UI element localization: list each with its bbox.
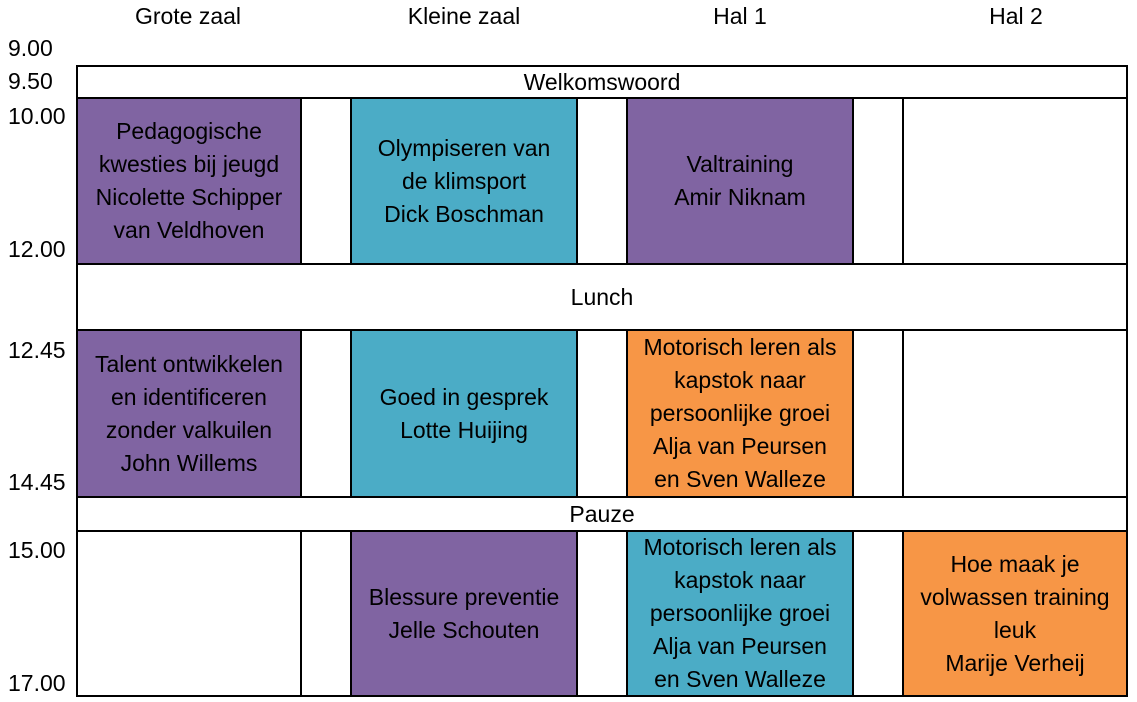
session-talent-ontwikkelen bbox=[76, 329, 302, 498]
session-text: Goed in gesprek Lotte Huijing bbox=[379, 383, 549, 443]
band-label: Pauze bbox=[569, 500, 635, 527]
band-label: Lunch bbox=[570, 283, 634, 310]
session-text: Hoe maak je volwassen training leuk Marije Verheij bbox=[920, 550, 1110, 676]
session-text: Pedagogische kwesties bij jeugd Nicolette Schipper van Veldhoven bbox=[95, 118, 283, 243]
time-label: 10.00 bbox=[8, 103, 66, 129]
session-empty-grote-zaal bbox=[76, 530, 302, 697]
session-text: Motorisch leren als kapstok naar persoonlijke groei Alja van Peursen en Sven Walleze bbox=[643, 534, 837, 692]
band-lunch bbox=[76, 265, 1128, 329]
session-valtraining bbox=[626, 97, 854, 265]
session-text: Blessure preventie Jelle Schouten bbox=[368, 583, 560, 643]
session-olympiseren-klimsport bbox=[350, 97, 578, 265]
session-motorisch-leren bbox=[626, 530, 854, 697]
time-label: 15.00 bbox=[8, 537, 66, 563]
session-text: Talent ontwikkelen en identificeren zonder valkuilen John Willems bbox=[95, 350, 283, 476]
time-label: 12.00 bbox=[8, 236, 66, 262]
session-blessure-preventie bbox=[350, 530, 578, 697]
time-label: 9.00 bbox=[8, 35, 53, 61]
session-goed-in-gesprek bbox=[350, 329, 578, 498]
time-label: 9.50 bbox=[8, 68, 53, 94]
time-label: 12.45 bbox=[8, 337, 66, 363]
session-text: Valtraining Amir Niknam bbox=[674, 151, 806, 210]
session-empty-hal-2 bbox=[902, 329, 1128, 498]
column-header-kleine-zaal: Kleine zaal bbox=[407, 3, 521, 29]
time-label: 17.00 bbox=[8, 670, 66, 696]
band-welkomswoord bbox=[76, 67, 1128, 97]
session-pedagogische-kwesties bbox=[76, 97, 302, 265]
column-header-hal-2: Hal 2 bbox=[989, 3, 1043, 29]
column-header-grote-zaal: Grote zaal bbox=[134, 3, 242, 29]
band-pauze bbox=[76, 498, 1128, 530]
band-label: Welkomswoord bbox=[523, 68, 681, 95]
column-header-hal-1: Hal 1 bbox=[713, 3, 767, 29]
session-empty-hal-2 bbox=[902, 97, 1128, 265]
session-motorisch-leren bbox=[626, 329, 854, 498]
session-text: Motorisch leren als kapstok naar persoonlijke groei Alja van Peursen en Sven Walleze bbox=[643, 334, 837, 492]
session-volwassen-training bbox=[902, 530, 1128, 697]
time-label: 14.45 bbox=[8, 469, 66, 495]
session-text: Olympiseren van de klimsport Dick Boschman bbox=[377, 134, 551, 227]
